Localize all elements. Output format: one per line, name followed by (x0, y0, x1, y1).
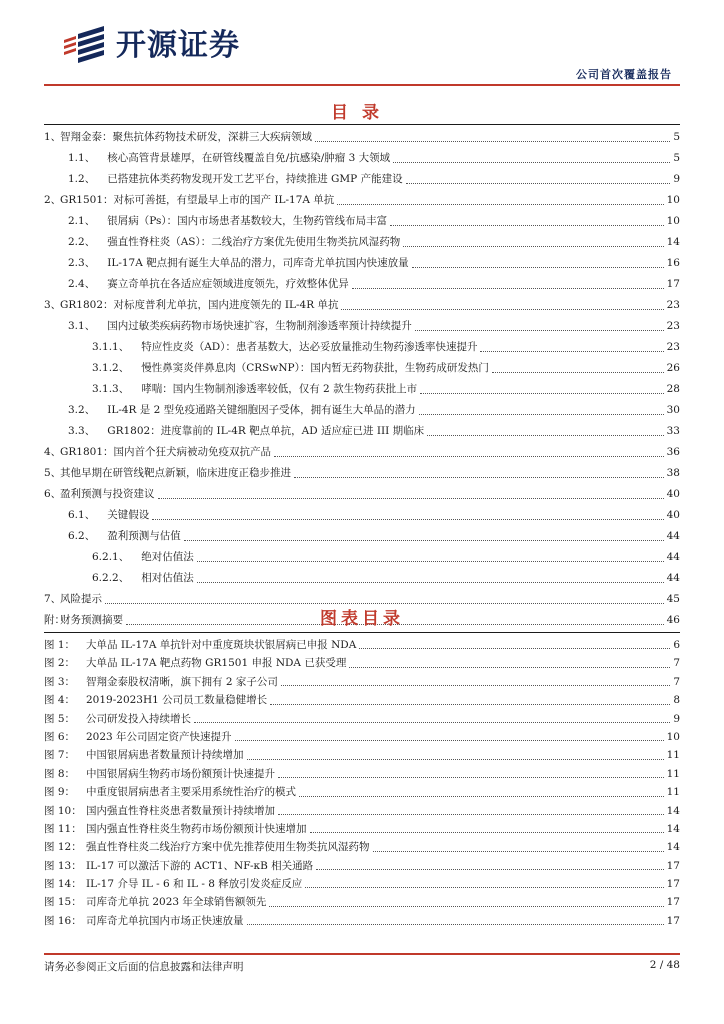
figure-entry[interactable] (0, 691, 724, 709)
toc-entry-number: 2.2、 (68, 236, 96, 248)
toc-entry[interactable] (0, 211, 724, 232)
toc-entry[interactable]: 6、 盈利预测与投资建议 40 (0, 484, 724, 505)
figure-entry-title: IL-17 可以激活下游的 ACT1、NF-κB 相关通路 (86, 859, 314, 872)
toc-entry[interactable] (0, 400, 724, 421)
figure-entry-page: 10 (666, 730, 680, 743)
figure-entry[interactable] (0, 912, 724, 930)
figure-entry-page: 7 (673, 657, 680, 670)
toc-entry-title: 绝对估值法 (141, 551, 194, 563)
figure-entry[interactable] (0, 820, 724, 838)
figure-entry[interactable] (0, 673, 724, 691)
toc-title-rule (44, 124, 680, 125)
toc-entry-page: 23 (666, 320, 680, 332)
figure-entry-leader (278, 777, 664, 778)
figure-entry-title: 中国银屑病生物药市场份额预计快速提升 (86, 767, 275, 780)
toc-entry-page: 40 (666, 509, 680, 521)
toc-entry-number: 1.1、 (68, 152, 96, 164)
figure-entry-number: 图 12： (44, 841, 82, 854)
footer-divider (44, 953, 680, 955)
toc-entry-leader (406, 183, 671, 184)
toc-entry[interactable] (0, 169, 724, 190)
figure-entry-leader (270, 704, 670, 705)
toc-entry-number: 3.1、 (68, 320, 96, 332)
figure-entry-leader (316, 869, 663, 870)
figure-entry-title: 国内强直性脊柱炎生物药市场份额预计快速增加 (86, 822, 307, 835)
toc-entry-page: 9 (673, 173, 680, 185)
figure-entry-title: 大单品 IL-17A 靶点药物 GR1501 申报 NDA 已获受理 (86, 657, 347, 670)
figure-entry-leader (247, 924, 664, 925)
toc-entry-leader (352, 288, 664, 289)
page-number: 2 / 48 (649, 959, 680, 971)
figure-entry[interactable] (0, 654, 724, 672)
toc-entry[interactable] (0, 232, 724, 253)
toc-entry-leader (492, 372, 664, 373)
toc-entry-page: 44 (666, 572, 680, 584)
figure-entry-number: 图 5： (44, 712, 76, 725)
toc-entry-leader (415, 330, 664, 331)
figure-entry[interactable] (0, 857, 724, 875)
figure-entry-number: 图 13： (44, 859, 82, 872)
toc-entry-page: 36 (666, 446, 680, 458)
figure-entry-page: 17 (666, 878, 680, 891)
figure-entry-leader (269, 906, 663, 907)
toc-list (0, 127, 724, 631)
toc-entry-title: 财务预测摘要 (60, 614, 123, 626)
figure-entry-title: 国内强直性脊柱炎患者数量预计持续增加 (86, 804, 275, 817)
figure-entry-title: 公司研发投入持续增长 (86, 712, 191, 725)
figure-entry[interactable] (0, 728, 724, 746)
toc-entry-leader (393, 162, 670, 163)
toc-entry-title: 特应性皮炎（AD）：患者基数大，达必妥放量推动生物药渗透率快速提升 (141, 341, 478, 353)
figure-entry-number: 图 1： (44, 638, 76, 651)
toc-entry-page: 17 (666, 278, 680, 290)
figure-entry-number: 图 16： (44, 914, 82, 927)
report-type-label: 公司首次覆盖报告 (576, 68, 672, 81)
toc-entry-number: 6.1、 (68, 509, 96, 521)
figure-entry-page: 11 (666, 767, 680, 780)
toc-entry-number: 3.1.1、 (92, 341, 130, 353)
figure-entry-page: 9 (673, 712, 680, 725)
toc-entry-number: 6.2.1、 (92, 551, 130, 563)
figure-entry-leader (373, 851, 664, 852)
toc-entry-page: 14 (666, 236, 680, 248)
toc-entry-page: 30 (666, 404, 680, 416)
toc-entry[interactable] (0, 148, 724, 169)
toc-entry-leader (315, 141, 670, 142)
toc-entry[interactable]: 附： 财务预测摘要 46 (0, 610, 724, 631)
toc-entry-page: 33 (666, 425, 680, 437)
toc-entry-page: 5 (673, 152, 680, 164)
figure-entry[interactable] (0, 746, 724, 764)
toc-entry-page: 44 (666, 551, 680, 563)
toc-entry-page: 45 (666, 593, 680, 605)
toc-entry-number: 1.2、 (68, 173, 96, 185)
figure-entry-number: 图 15： (44, 896, 82, 909)
toc-entry-leader (337, 204, 663, 205)
figure-entry[interactable] (0, 636, 724, 654)
toc-entry-page: 16 (666, 257, 680, 269)
figure-entry-title: 司库奇尤单抗国内市场正快速放量 (86, 914, 244, 927)
figure-entry-number: 图 4： (44, 694, 76, 707)
toc-entry-leader (274, 456, 664, 457)
toc-entry-title: 国内过敏类疾病药物市场快速扩容，生物制剂渗透率预计持续提升 (107, 320, 412, 332)
figure-entry-title: 中重度银屑病患者主要采用系统性治疗的模式 (86, 786, 296, 799)
figures-title-rule (44, 632, 680, 633)
toc-entry[interactable] (0, 526, 724, 547)
toc-entry-number: 3.1.2、 (92, 362, 130, 374)
brand-logo (60, 26, 240, 66)
toc-entry-number: 3.3、 (68, 425, 96, 437)
toc-entry-number: 6.2.2、 (92, 572, 130, 584)
toc-entry[interactable] (0, 421, 724, 442)
brand-name: 开源证券 (116, 28, 240, 63)
toc-entry-title: 关键假设 (107, 509, 150, 521)
figures-title: 图表目录 (320, 609, 404, 629)
figure-entry-page: 7 (673, 675, 680, 688)
toc-entry-number: 6.2、 (68, 530, 96, 542)
toc-entry-page: 10 (666, 215, 680, 227)
figure-entry-leader (194, 722, 670, 723)
toc-entry-title: 其他早期在研管线靶点新颖，临床进度正稳步推进 (60, 467, 291, 479)
toc-entry[interactable] (0, 358, 724, 379)
toc-entry-leader (403, 246, 663, 247)
figure-entry[interactable] (0, 765, 724, 783)
figure-entry-leader (299, 796, 664, 797)
figure-entry-title: 2023 年公司固定资产快速提升 (86, 730, 232, 743)
figure-entry-leader (310, 832, 664, 833)
figure-entry-number: 图 8： (44, 767, 76, 780)
toc-entry-title: 银屑病（Ps）：国内市场患者基数较大，生物药管线布局丰富 (107, 215, 388, 227)
toc-entry-leader (420, 393, 664, 394)
toc-entry[interactable]: 2、 GR1501：对标可善挺，有望最早上市的国产 IL-17A 单抗 10 (0, 190, 724, 211)
figure-entry-leader (235, 740, 664, 741)
toc-entry-leader (184, 540, 664, 541)
figure-entry-leader (281, 685, 670, 686)
toc-entry[interactable] (0, 316, 724, 337)
toc-entry[interactable]: 5、 其他早期在研管线靶点新颖，临床进度正稳步推进 38 (0, 463, 724, 484)
figure-entry-title: 强直性脊柱炎二线治疗方案中优先推荐使用生物类抗风湿药物 (86, 841, 370, 854)
figure-entry-number: 图 9： (44, 786, 76, 799)
figure-entry-title: 大单品 IL-17A 单抗针对中重度斑块状银屑病已申报 NDA (86, 638, 357, 651)
figure-entry-page: 17 (666, 859, 680, 872)
figure-entry-number: 图 3： (44, 675, 76, 688)
toc-entry[interactable]: 1、 智翔金泰：聚焦抗体药物技术研发，深耕三大疾病领域 5 (0, 127, 724, 148)
toc-entry-leader (390, 225, 664, 226)
figure-entry-page: 17 (666, 896, 680, 909)
toc-entry[interactable]: 4、 GR1801：国内首个狂犬病被动免疫双抗产品 36 (0, 442, 724, 463)
toc-entry-page: 28 (666, 383, 680, 395)
toc-entry-title: 哮喘：国内生物制剂渗透率较低，仅有 2 款生物药获批上市 (141, 383, 418, 395)
toc-entry-number: 2.1、 (68, 215, 96, 227)
figure-entry-title: IL-17 介导 IL - 6 和 IL - 8 释放引发炎症反应 (86, 878, 303, 891)
toc-entry-page: 26 (666, 362, 680, 374)
toc-entry-title: 赛立奇单抗在各适应症领域进度领先，疗效整体优异 (107, 278, 349, 290)
figure-entry[interactable] (0, 802, 724, 820)
toc-entry-title: 核心高管背景雄厚，在研管线覆盖自免/抗感染/肿瘤 3 大领域 (107, 152, 391, 164)
figure-entry-number: 图 7： (44, 749, 76, 762)
toc-entry[interactable] (0, 547, 724, 568)
figure-entry-leader (359, 648, 670, 649)
figure-entry[interactable] (0, 783, 724, 801)
header-divider (44, 84, 680, 86)
toc-entry-number: 2.4、 (68, 278, 96, 290)
brand-mark-icon (60, 26, 108, 66)
figure-entry-leader (278, 814, 664, 815)
figure-entry-page: 17 (666, 914, 680, 927)
figure-entry[interactable] (0, 838, 724, 856)
figure-entry-leader (247, 759, 664, 760)
toc-entry-leader (197, 561, 664, 562)
figure-entry-page: 8 (673, 694, 680, 707)
toc-entry[interactable] (0, 568, 724, 589)
figure-entry-number: 图 10： (44, 804, 82, 817)
toc-entry[interactable] (0, 253, 724, 274)
figure-entry-page: 14 (666, 804, 680, 817)
figure-entry-leader (305, 887, 663, 888)
toc-entry-page: 5 (673, 131, 680, 143)
toc-entry-number: 2.3、 (68, 257, 96, 269)
toc-entry[interactable] (0, 505, 724, 526)
figure-entry-page: 11 (666, 786, 680, 799)
figure-entry-title: 中国银屑病患者数量预计持续增加 (86, 749, 244, 762)
figure-entry-page: 11 (666, 749, 680, 762)
page-header (0, 0, 724, 88)
figure-entry-number: 图 14： (44, 878, 82, 891)
toc-entry-page: 40 (666, 488, 680, 500)
figure-entry-title: 2019-2023H1 公司员工数量稳健增长 (86, 694, 268, 707)
figure-entry-title: 智翔金泰股权清晰，旗下拥有 2 家子公司 (86, 675, 278, 688)
figure-entry-leader (349, 667, 670, 668)
figure-entry[interactable] (0, 893, 724, 911)
toc-entry-title: IL-4R 是 2 型免疫通路关键细胞因子受体，拥有诞生大单品的潜力 (107, 404, 416, 416)
toc-entry-leader (158, 498, 664, 499)
toc-entry-title: GR1801：国内首个狂犬病被动免疫双抗产品 (60, 446, 272, 458)
toc-entry[interactable] (0, 337, 724, 358)
toc-entry-leader (152, 519, 663, 520)
footer-disclaimer: 请务必参阅正文后面的信息披露和法律声明 (44, 961, 244, 973)
toc-entry[interactable]: 7、 风险提示 45 (0, 589, 724, 610)
toc-entry-title: IL-17A 靶点拥有诞生大单品的潜力，司库奇尤单抗国内快速放量 (107, 257, 409, 269)
toc-entry-title: 智翔金泰：聚焦抗体药物技术研发，深耕三大疾病领域 (60, 131, 312, 143)
toc-entry-page: 38 (666, 467, 680, 479)
toc-entry-page: 46 (666, 614, 680, 626)
toc-entry-leader (480, 351, 663, 352)
toc-entry-page: 23 (666, 341, 680, 353)
figure-entry-title: 司库奇尤单抗 2023 年全球销售额领先 (86, 896, 267, 909)
toc-entry-title: 慢性鼻窦炎伴鼻息肉（CRSwNP）：国内暂无药物获批，生物药成研发热门 (141, 362, 489, 374)
toc-entry-leader (294, 477, 664, 478)
toc-entry-title: 已搭建抗体类药物发现开发工艺平台，持续推进 GMP 产能建设 (107, 173, 403, 185)
toc-entry-page: 44 (666, 530, 680, 542)
toc-entry-leader (197, 582, 664, 583)
figures-list (0, 636, 724, 930)
figure-entry-number: 图 11： (44, 822, 82, 835)
toc-title: 目录 (331, 103, 393, 123)
toc-entry-title: GR1501：对标可善挺，有望最早上市的国产 IL-17A 单抗 (60, 194, 335, 206)
toc-entry-title: 强直性脊柱炎（AS）：二线治疗方案优先使用生物类抗风湿药物 (107, 236, 401, 248)
toc-entry-title: 盈利预测与估值 (107, 530, 181, 542)
toc-entry-leader (341, 309, 663, 310)
figure-entry-number: 图 6： (44, 730, 76, 743)
toc-entry-title: 盈利预测与投资建议 (60, 488, 155, 500)
toc-entry-leader (412, 267, 664, 268)
toc-entry-title: GR1802：进度靠前的 IL-4R 靶点单抗，AD 适应症已进 III 期临床 (107, 425, 425, 437)
figure-entry-number: 图 2： (44, 657, 76, 670)
toc-entry-leader (427, 435, 664, 436)
toc-entry-title: 相对估值法 (141, 572, 194, 584)
toc-entry-number: 3.2、 (68, 404, 96, 416)
figure-entry[interactable] (0, 875, 724, 893)
figure-entry-page: 14 (666, 822, 680, 835)
toc-entry-title: 风险提示 (60, 593, 102, 605)
toc-entry-title: GR1802：对标度普利尤单抗，国内进度领先的 IL-4R 单抗 (60, 299, 339, 311)
toc-entry-page: 10 (666, 194, 680, 206)
toc-entry-leader (419, 414, 664, 415)
toc-entry[interactable]: 3、 GR1802：对标度普利尤单抗，国内进度领先的 IL-4R 单抗 23 (0, 295, 724, 316)
toc-entry-page: 23 (666, 299, 680, 311)
figure-entry-page: 6 (673, 638, 680, 651)
figure-entry[interactable] (0, 710, 724, 728)
toc-entry-number: 3.1.3、 (92, 383, 130, 395)
figure-entry-page: 14 (666, 841, 680, 854)
toc-entry[interactable] (0, 274, 724, 295)
toc-entry[interactable] (0, 379, 724, 400)
